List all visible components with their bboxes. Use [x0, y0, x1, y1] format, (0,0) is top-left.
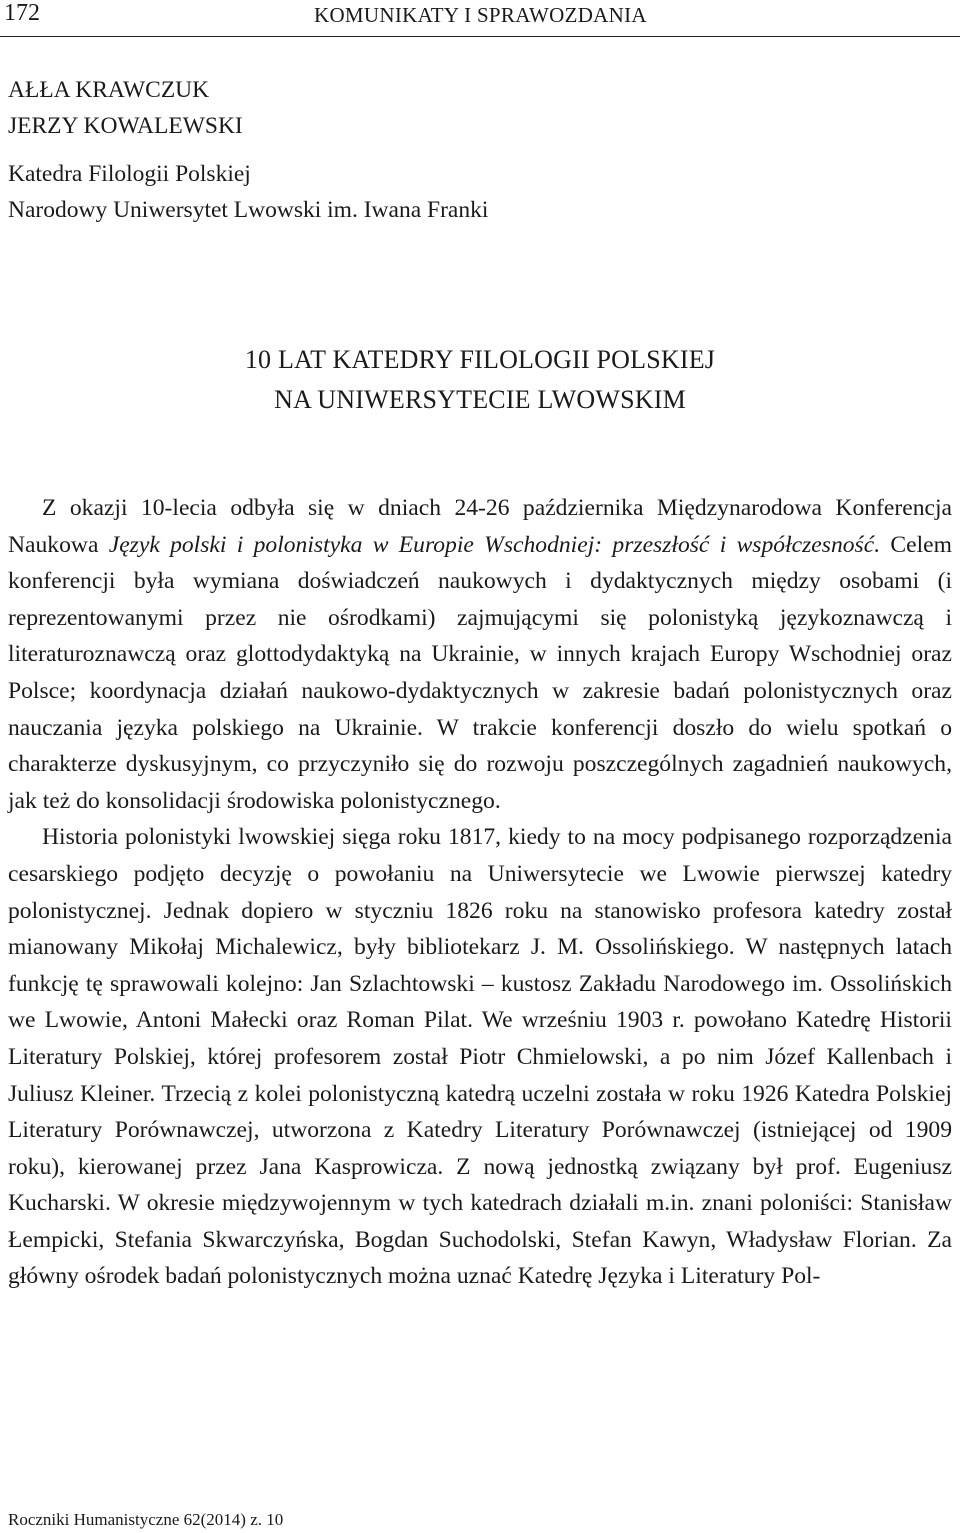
article-title: [0, 340, 960, 420]
article-body: [8, 490, 952, 1295]
conference-title: Język polski i polonistyka w Europie Wschodniej: przeszłość i współczesność.: [108, 531, 881, 558]
affiliation-line: Narodowy Uniwersytet Lwowski im. Iwana Franki: [8, 197, 489, 223]
author-name: JERZY KOWALEWSKI: [8, 113, 243, 139]
page-number: 172: [4, 0, 40, 26]
paragraph: [8, 490, 952, 819]
title-line: 10 LAT KATEDRY FILOLOGII POLSKIEJ: [244, 345, 716, 374]
paragraph-text: Celem konferencji była wymiana doświadczeń naukowych i dydaktycznych między osobami (i reprezentowanymi przez nie ośrodkami) zajmującymi się polonistyką językoznawczą i literaturoznawczą oraz glottodydaktyką na Ukrainie, w innych krajach Europy Wschodniej oraz Polsce; koordynacja działań naukowo-dydaktycznych w zakresie badań polonistycznych oraz nauczania języka polskiego na Ukrainie. W trakcie konferencji doszło do wielu spotkań o charakterze dyskusyjnym, co przyczyniło się do rozwoju poszczególnych zagadnień naukowych, jak też do konsolidacji środowiska polonistycznego.: [8, 531, 952, 814]
title-line: NA UNIWERSYTECIE LWOWSKIM: [274, 385, 686, 414]
running-head: KOMUNIKATY I SPRAWOZDANIA: [314, 3, 647, 27]
author-list: [8, 72, 243, 144]
affiliation: [8, 156, 488, 228]
journal-footer: Roczniki Humanistyczne 62(2014) z. 10: [8, 1510, 284, 1529]
paragraph-lead: Z okazji 10-lecia odbyła się w dniach 24-26 października Międzynarodowa Konferencja Naukowa: [8, 495, 952, 558]
author-name: AŁŁA KRAWCZUK: [8, 77, 210, 103]
affiliation-line: Katedra Filologii Polskiej: [8, 161, 251, 187]
page-header: [0, 0, 960, 37]
paragraph: Historia polonistyki lwowskiej sięga roku 1817, kiedy to na mocy podpisanego rozporządzenia cesarskiego podjęto decyzję o powołaniu na Uniwersytecie we Lwowie pierwszej katedry polonistycznej. Jednak dopiero w styczniu 1826 roku na stanowisko profesora katedry został mianowany Mikołaj Michalewicz, były bibliotekarz J. M. Ossolińskiego. W następnych latach funkcję tę sprawowali kolejno: Jan Szlachtowski – kustosz Zakładu Narodowego im. Ossolińskich we Lwowie, Antoni Małecki oraz Roman Pilat. We wrześniu 1903 r. powołano Katedrę Historii Literatury Polskiej, której profesorem został Piotr Chmielowski, a po nim Józef Kallenbach i Juliusz Kleiner. Trzecią z kolei polonistyczną katedrą uczelni została w roku 1926 Katedra Polskiej Literatury Porównawczej, utworzona z Katedry Literatury Porównawczej (istniejącej od 1909 roku), kierowanej przez Jana Kasprowicza. Z nową jednostką związany był prof. Eugeniusz Kucharski. W okresie międzywojennym w tych katedrach działali m.in. znani poloniści: Stanisław Łempicki, Stefania Skwarczyńska, Bogdan Suchodolski, Stefan Kawyn, Władysław Florian. Za główny ośrodek badań polonistycznych można uznać Katedrę Języka i Literatury Pol-: [8, 824, 952, 1290]
